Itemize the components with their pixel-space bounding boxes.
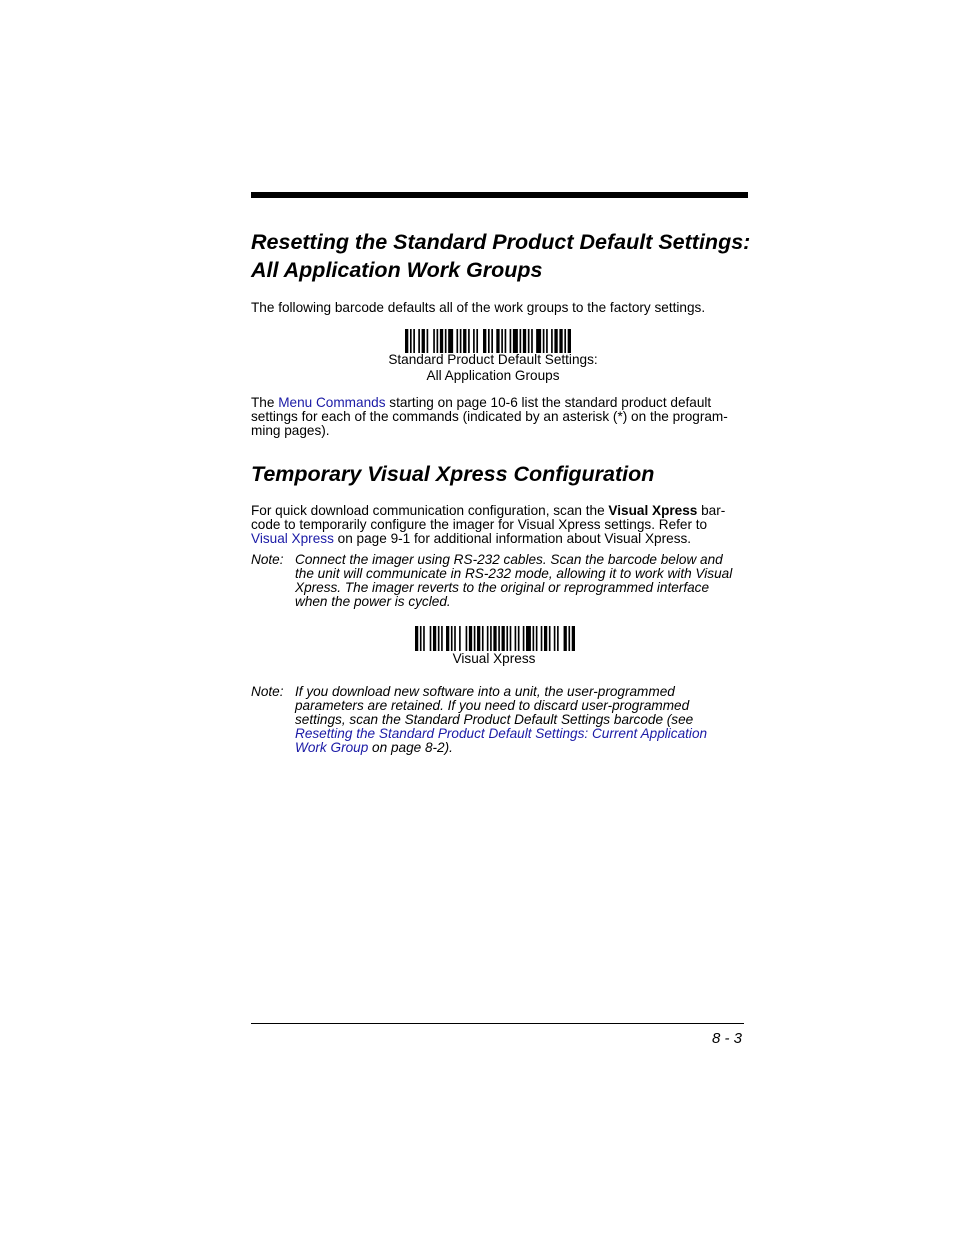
barcode-bar xyxy=(448,329,453,353)
barcode-bar xyxy=(510,626,512,651)
barcode-bar xyxy=(502,626,505,651)
barcode-bar xyxy=(493,626,496,651)
barcode-bar xyxy=(544,626,547,651)
barcode-caption-all-groups xyxy=(343,352,643,384)
barcode-bar xyxy=(491,329,493,353)
barcode-bar xyxy=(496,329,499,353)
note-1-label: Note: xyxy=(251,552,284,567)
barcode-bar xyxy=(410,329,412,353)
barcode-bar xyxy=(468,329,470,353)
barcode-bar xyxy=(536,626,538,651)
barcode-bar xyxy=(454,626,456,651)
barcode-bar xyxy=(445,329,447,353)
barcode-bar xyxy=(446,626,449,651)
barcode-bar xyxy=(433,626,436,651)
barcode-bar xyxy=(483,329,486,353)
barcode-bar xyxy=(549,626,551,651)
barcode-bar xyxy=(422,329,425,353)
barcode-bar xyxy=(557,626,559,651)
section-heading-visual-xpress: Temporary Visual Xpress Configuration xyxy=(251,462,655,486)
visual-xpress-paragraph: For quick download communication configuration, scan the Visual Xpress bar- code to temporarily configure the imager for Visual Xpress settings. Refer to Visual Xpress on page 9-1 for additional information about Visual Xpress. xyxy=(251,503,726,546)
barcode-bar xyxy=(469,626,472,651)
barcode-bar xyxy=(572,626,575,651)
barcode-bar xyxy=(474,626,476,651)
barcode-bar xyxy=(543,329,545,353)
caption-line-1: Standard Product Default Settings: xyxy=(388,352,598,367)
barcode-bar xyxy=(551,329,553,353)
barcode-bar xyxy=(437,329,439,353)
barcode-bar xyxy=(466,626,468,651)
barcode-bar xyxy=(523,626,525,651)
barcode-bar xyxy=(536,329,541,353)
barcode-bar xyxy=(564,626,567,651)
barcode-bar xyxy=(438,626,440,651)
barcode-bar xyxy=(568,329,571,353)
barcode-bar xyxy=(413,329,415,353)
barcode-bar xyxy=(427,329,429,353)
reset-current-group-link-cont[interactable]: Work Group xyxy=(295,740,369,755)
barcode-bar xyxy=(526,626,531,651)
barcode-bar xyxy=(515,626,517,651)
barcode-bar xyxy=(415,626,418,651)
barcode-bar xyxy=(433,329,435,353)
menu-commands-paragraph: The Menu Commands starting on page 10-6 list the standard product default settings for each of the commands (indicated by an asterisk (*) on the program- ming pages). xyxy=(251,395,728,438)
caption-line-2: All Application Groups xyxy=(426,368,560,383)
top-rule xyxy=(251,192,748,198)
barcode-bar xyxy=(441,626,443,651)
barcode-bar xyxy=(513,329,518,353)
barcode-bar xyxy=(490,626,492,651)
barcode-bar xyxy=(568,626,570,651)
note-1-body: Connect the imager using RS-232 cables. Scan the barcode below and the unit will communicate in RS-232 mode, allowing it to work with Visual Xpress. The imager reverts to the original or reprogrammed interface when the power is cycled. xyxy=(295,552,733,609)
barcode-bar xyxy=(420,626,422,651)
barcode-bar xyxy=(477,626,480,651)
section-heading-reset-all xyxy=(251,228,771,284)
barcode-bar xyxy=(531,329,533,353)
barcode-default-all-groups xyxy=(405,329,571,353)
barcode-bar xyxy=(473,329,475,353)
heading-line-1: Resetting the Standard Product Default Settings: xyxy=(251,230,751,254)
barcode-visual-xpress xyxy=(415,626,575,651)
bottom-rule xyxy=(251,1023,744,1024)
barcode-bar xyxy=(523,329,526,353)
barcode-bar xyxy=(440,329,443,353)
barcode-bar xyxy=(498,626,500,651)
barcode-bar xyxy=(418,329,420,353)
barcode-bar xyxy=(463,329,466,353)
barcode-bar xyxy=(451,626,453,651)
barcode-bar xyxy=(487,626,489,651)
barcode-bar xyxy=(506,626,508,651)
barcode-caption-visual-xpress: Visual Xpress xyxy=(452,651,536,666)
barcode-bar xyxy=(476,329,478,353)
barcode-bar xyxy=(554,329,557,353)
barcode-bar xyxy=(423,626,425,651)
barcode-bar xyxy=(546,329,548,353)
note-2-label: Note: xyxy=(251,684,284,699)
barcode-bar xyxy=(554,626,556,651)
visual-xpress-link[interactable]: Visual Xpress xyxy=(251,531,334,546)
barcode-bar xyxy=(456,329,458,353)
barcode-bar xyxy=(520,329,522,353)
barcode-bar xyxy=(510,329,512,353)
barcode-bar xyxy=(505,329,507,353)
barcode-bar xyxy=(405,329,408,353)
reset-current-group-link[interactable]: Resetting the Standard Product Default Settings: Current Application xyxy=(295,726,708,741)
barcode-bar xyxy=(482,626,484,651)
note-2-body: If you download new software into a unit, the user-programmed parameters are retained. If you need to discard user-programmed settings, scan the Standard Product Default Settings barcode (see Resetting the Standard Product Default Settings: Current Application Work Group on page 8-2). xyxy=(295,684,708,755)
barcode-bar xyxy=(528,329,530,353)
barcode-bar xyxy=(541,626,543,651)
barcode-bar xyxy=(533,626,535,651)
intro-paragraph: The following barcode defaults all of the work groups to the factory settings. xyxy=(251,300,706,315)
barcode-bar xyxy=(518,626,520,651)
barcode-bar xyxy=(559,329,562,353)
barcode-bar xyxy=(430,626,432,651)
barcode-bar xyxy=(564,329,566,353)
barcode-bar xyxy=(460,329,462,353)
barcode-bar xyxy=(488,329,490,353)
page-number: 8 - 3 xyxy=(711,1030,742,1047)
barcode-bar xyxy=(501,329,503,353)
heading-line-2: All Application Work Groups xyxy=(251,258,543,282)
menu-commands-link[interactable]: Menu Commands xyxy=(278,395,386,410)
barcode-bar xyxy=(459,626,461,651)
